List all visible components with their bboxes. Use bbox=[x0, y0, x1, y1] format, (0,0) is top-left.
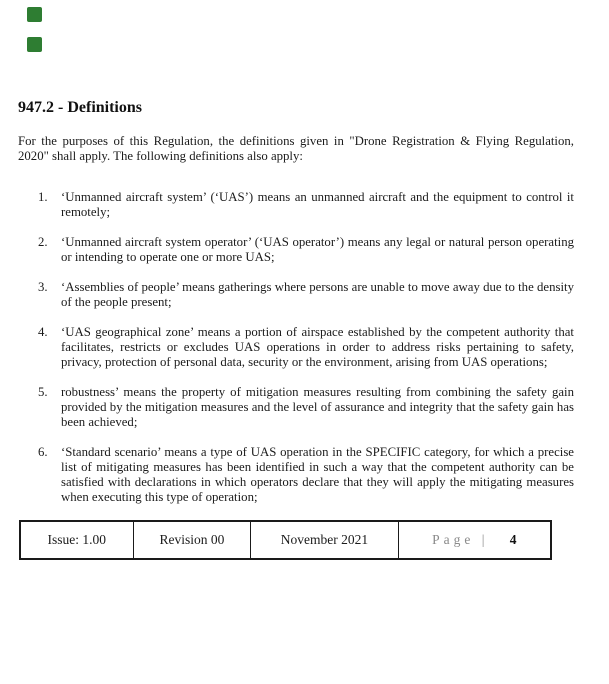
list-item-text: ‘Unmanned aircraft system operator’ (‘UAS operator’) means any legal or natural person operating or intending to operate one or more UAS; bbox=[61, 235, 574, 264]
footer-table bbox=[19, 520, 552, 560]
list-item-number: 5. bbox=[38, 385, 48, 399]
list-item-number: 3. bbox=[38, 280, 48, 294]
list-item-text: ‘Standard scenario’ means a type of UAS operation in the SPECIFIC category, for which a precise list of mitigating measures has been identified in such a way that the competent authority can be satisfied with declarations in which operators declare that they will apply the mitigating measures when executing this type of operation; bbox=[61, 445, 574, 504]
list-item bbox=[38, 190, 574, 220]
green-marker-bottom-icon bbox=[27, 37, 42, 52]
list-item-number: 2. bbox=[38, 235, 48, 249]
list-item bbox=[38, 280, 574, 310]
intro-paragraph: For the purposes of this Regulation, the definitions given in "Drone Registration & Flying Regulation, 2020" shall apply. The following definitions also apply: bbox=[18, 134, 574, 163]
list-item-text: ‘Unmanned aircraft system’ (‘UAS’) means an unmanned aircraft and the equipment to control it remotely; bbox=[61, 190, 574, 219]
list-item bbox=[38, 385, 574, 430]
list-item-number: 1. bbox=[38, 190, 48, 204]
list-item-text: ‘Assemblies of people’ means gatherings where persons are unable to move away due to the density of the people present; bbox=[61, 280, 574, 309]
footer-page-label: Page | bbox=[432, 532, 489, 547]
list-item bbox=[38, 235, 574, 265]
definitions-list bbox=[18, 190, 574, 505]
footer-issue-cell: Issue: 1.00 bbox=[20, 521, 133, 559]
list-item-text: robustness’ means the property of mitigation measures resulting from combining the safety gain provided by the mitigation measures and the level of assurance and integrity that the safety gain has been achieved; bbox=[61, 385, 574, 429]
footer-date-cell: November 2021 bbox=[251, 521, 398, 559]
list-item bbox=[38, 325, 574, 370]
green-marker-top-icon bbox=[27, 7, 42, 22]
footer-page-number: 4 bbox=[509, 532, 517, 547]
footer-revision-cell: Revision 00 bbox=[133, 521, 251, 559]
footer-page-cell bbox=[398, 521, 551, 559]
list-item-number: 4. bbox=[38, 325, 48, 339]
section-heading: 947.2 - Definitions bbox=[18, 99, 142, 116]
list-item-number: 6. bbox=[38, 445, 48, 459]
list-item-text: ‘UAS geographical zone’ means a portion of airspace established by the competent authority that facilitates, restricts or excludes UAS operations in order to address risks pertaining to safety, privacy, protection of personal data, security or the environment, arising from UAS operations; bbox=[61, 325, 574, 369]
list-item bbox=[38, 445, 574, 505]
footer-row bbox=[20, 521, 551, 559]
